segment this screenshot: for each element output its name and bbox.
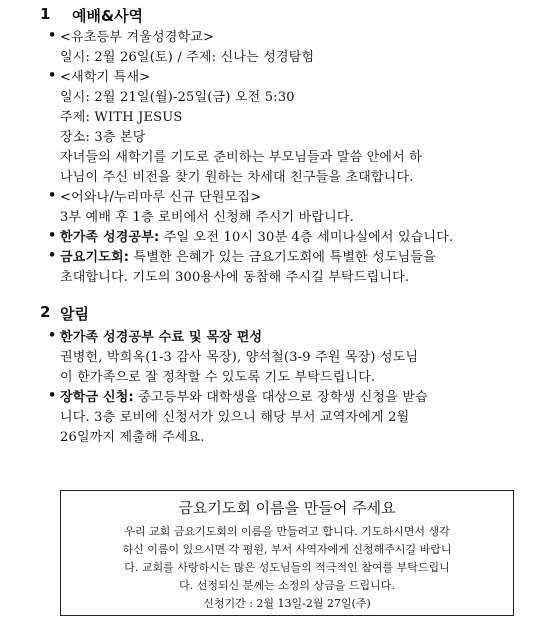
notice-text: 우리 교회 금요기도회의 이름을 만들려고 합니다. 기도하시면서 생각: [124, 525, 450, 538]
bullet-icon: •: [48, 68, 57, 83]
notice-text: 하신 이름이 있으시면 각 평원, 부서 사역자에게 신청해주시길 바랍니: [122, 543, 452, 556]
item-title: <어와나/누리마루 신규 단원모집>: [60, 190, 262, 205]
section-1-number: 1: [40, 5, 51, 23]
item-title: <유초등부 겨울성경학교>: [60, 30, 215, 45]
bullet-icon: •: [48, 388, 57, 403]
bullet-icon: •: [48, 248, 57, 263]
item-text: 26일까지 제출해 주세요.: [60, 430, 205, 445]
bullet-icon: •: [48, 228, 57, 243]
item-text: 초대합니다. 기도의 300용사에 동참해 주시길 부탁드립니다.: [60, 270, 410, 285]
notice-text: 다. 선정되신 분께는 소정의 상금을 드립니다.: [179, 579, 395, 592]
item-text: 니다. 3층 로비에 신청서가 있으니 해당 부서 교역자에게 2월: [60, 410, 410, 425]
item-label: 금요기도회:: [60, 250, 130, 265]
item-text: 나님이 주신 비전을 찾기 원하는 차세대 친구들을 초대합니다.: [60, 170, 414, 185]
item-label: 장학금 신청:: [60, 390, 134, 405]
bullet-icon: •: [48, 328, 57, 343]
bullet-icon: •: [48, 28, 57, 43]
item-title: <새학기 특새>: [60, 70, 151, 85]
item-label-text: 특별한 은혜가 있는 금요기도회에 특별한 성도님들을: [129, 250, 436, 265]
section-2-title: 알림: [60, 305, 89, 323]
item-text: 자녀들의 새학기를 기도로 준비하는 부모님들과 말씀 안에서 하: [60, 150, 423, 165]
item-label-text: 주일 오전 10시 30분 4층 세미나실에서 있습니다.: [159, 230, 454, 245]
item-text: [60, 246, 436, 265]
item-text: 일시: 2월 21일(월)-25일(금) 오전 5:30: [60, 90, 295, 105]
item-title: 한가족 성경공부 수료 및 목장 편성: [60, 330, 263, 345]
section-1-title: 예배&사역: [72, 7, 144, 25]
item-text: 권병헌, 박희옥(1-3 감사 목장), 양석철(3-9 주원 목장) 성도님: [60, 350, 419, 365]
item-text: [60, 386, 428, 405]
item-text: 3부 예배 후 1층 로비에서 신청해 주시기 바랍니다.: [60, 210, 355, 225]
item-text: 이 한가족으로 잘 정착할 수 있도록 기도 부탁드립니다.: [60, 370, 376, 385]
item-text: 일시: 2월 26일(토) / 주제: 신나는 성경탐험: [60, 50, 315, 65]
item-label-text: 중고등부와 대학생을 대상으로 장학생 신청을 받습: [133, 390, 428, 405]
notice-period: 신청기간 : 2월 13일-2월 27일(주): [203, 597, 371, 610]
item-text: 장소: 3층 본당: [60, 130, 146, 145]
notice-box: [60, 490, 514, 616]
notice-text: 다. 교회를 사랑하시는 많은 성도님들의 적극적인 참여를 부탁드립니: [124, 561, 450, 574]
notice-title: 금요기도회 이름을 만들어 주세요: [178, 499, 396, 517]
item-text: [60, 226, 453, 245]
item-text: 주제: WITH JESUS: [60, 110, 183, 125]
item-label: 한가족 성경공부:: [60, 230, 160, 245]
bullet-icon: •: [48, 188, 57, 203]
section-2-number: 2: [40, 303, 51, 321]
